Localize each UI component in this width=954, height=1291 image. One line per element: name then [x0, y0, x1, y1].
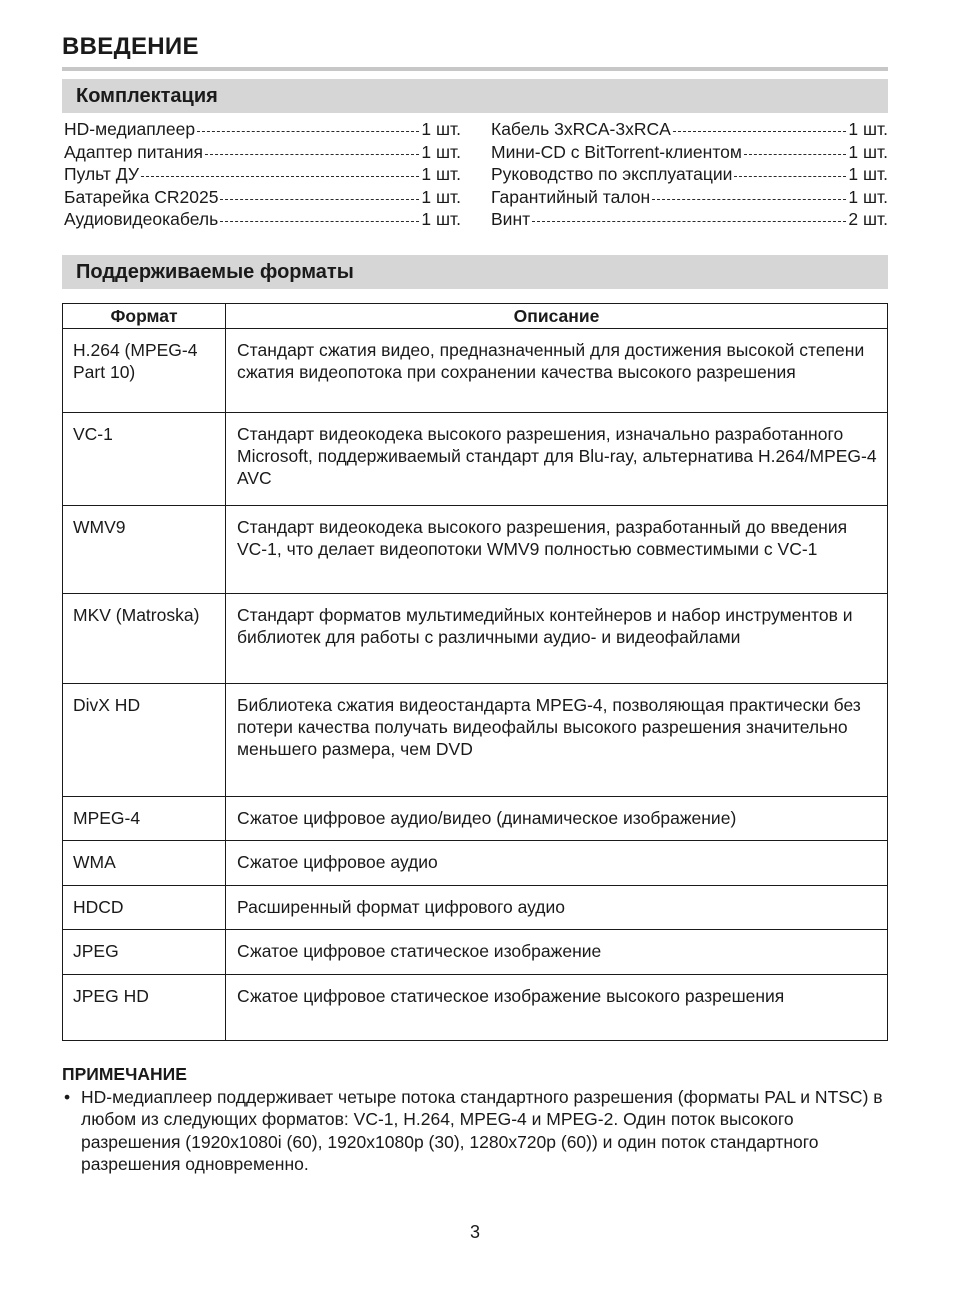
description-cell: Стандарт сжатия видео, предназначенный для достижения высокой степени сжатия видеопотока при сохранении качества высокого разрешения [226, 329, 888, 413]
kit-item [64, 209, 461, 232]
format-cell: MKV (Matroska) [63, 594, 226, 684]
description-cell: Стандарт видеокодека высокого разрешения, разработанный до введения VC-1, что делает видеопотоки WMV9 полностью совместимыми с VC-1 [226, 506, 888, 594]
kit-item-name: Пульт ДУ [64, 164, 139, 185]
kit-item-qty: 1 шт. [421, 186, 461, 207]
format-cell: JPEG HD [63, 975, 226, 1041]
description-cell: Стандарт форматов мультимедийных контейнеров и набор инструментов и библиотек для работы с различными аудио- и видеофайлами [226, 594, 888, 684]
leader-dots [734, 176, 846, 177]
format-cell: WMV9 [63, 506, 226, 594]
description-cell: Сжатое цифровое аудио [226, 841, 888, 886]
leader-dots [220, 221, 419, 222]
table-row [63, 594, 888, 684]
table-row [63, 841, 888, 886]
bullet-icon: • [64, 1086, 71, 1107]
leader-dots [141, 176, 419, 177]
leader-dots [197, 131, 419, 132]
formats-section-header [62, 255, 888, 289]
kit-item-qty: 1 шт. [421, 141, 461, 162]
kit-item [491, 209, 888, 232]
kit-item [64, 187, 461, 210]
leader-dots [532, 221, 846, 222]
table-row [63, 975, 888, 1041]
table-row [63, 506, 888, 594]
kit-item [64, 164, 461, 187]
page-title: ВВЕДЕНИЕ [62, 33, 199, 60]
leader-dots [220, 199, 419, 200]
kit-item-qty: 1 шт. [848, 119, 888, 139]
kit-item-qty: 2 шт. [848, 209, 888, 230]
leader-dots [673, 131, 847, 132]
kit-item-qty: 1 шт. [421, 209, 461, 230]
table-row [63, 684, 888, 797]
kit-item-name: Винт [491, 209, 531, 230]
format-cell: H.264 (MPEG-4 Part 10) [63, 329, 226, 413]
kit-item-name: Мини-CD с BitTorrent-клиентом [491, 141, 742, 162]
kit-list-right [491, 119, 888, 232]
format-cell: DivX HD [63, 684, 226, 797]
table-header-row [63, 304, 888, 329]
note-text: HD-медиаплеер поддерживает четыре потока стандартного разрешения (форматы PAL и NTSC) в любом из следующих форматов: VC-1, H.264, MPEG-4 и MPEG-2. Один поток высокого разрешения (1920x1080i (60), 1920x1080p (30), 1280x720p (60)) и один поток стандартного разрешения одновременно. [81, 1086, 883, 1175]
kit-item-name: Адаптер питания [64, 141, 203, 162]
kit-item [491, 164, 888, 187]
format-cell: WMA [63, 841, 226, 886]
kit-item-name: Руководство по эксплуатации [491, 164, 733, 185]
description-cell: Сжатое цифровое статическое изображение высокого разрешения [226, 975, 888, 1041]
kit-item [491, 142, 888, 165]
table-row [63, 329, 888, 413]
formats-table [62, 303, 888, 1041]
format-cell: HDCD [63, 886, 226, 930]
kit-section-header [62, 79, 888, 113]
leader-dots [205, 154, 419, 155]
column-header-description: Описание [226, 304, 888, 329]
table-row [63, 930, 888, 975]
kit-item-name: Батарейка CR2025 [64, 186, 219, 207]
kit-item [491, 119, 888, 142]
kit-item [64, 142, 461, 165]
kit-item [491, 187, 888, 210]
title-underline [62, 67, 888, 71]
leader-dots [652, 199, 846, 200]
column-header-format: Формат [63, 304, 226, 329]
note-title: ПРИМЕЧАНИЕ [62, 1064, 187, 1084]
kit-item-name: Кабель 3xRCA-3xRCA [491, 119, 671, 139]
description-cell: Сжатое цифровое статическое изображение [226, 930, 888, 975]
kit-item-qty: 1 шт. [421, 119, 461, 139]
kit-item [64, 119, 461, 142]
kit-item-qty: 1 шт. [848, 141, 888, 162]
description-cell: Расширенный формат цифрового аудио [226, 886, 888, 930]
kit-item-name: HD-медиаплеер [64, 119, 196, 139]
kit-item-qty: 1 шт. [421, 164, 461, 185]
table-row [63, 886, 888, 930]
table-row [63, 413, 888, 506]
kit-item-name: Гарантийный талон [491, 186, 651, 207]
table-row [63, 797, 888, 841]
kit-heading: Комплектация [76, 85, 218, 107]
note-block [62, 1063, 888, 1176]
format-cell: JPEG [63, 930, 226, 975]
description-cell: Библиотека сжатия видеостандарта MPEG-4, позволяющая практически без потери качества получать видеофайлы высокого разрешения значительно меньшего размера, чем DVD [226, 684, 888, 797]
kit-item-qty: 1 шт. [848, 186, 888, 207]
format-cell: VC-1 [63, 413, 226, 506]
kit-item-qty: 1 шт. [848, 164, 888, 185]
description-cell: Сжатое цифровое аудио/видео (динамическое изображение) [226, 797, 888, 841]
kit-item-name: Аудиовидеокабель [64, 209, 219, 230]
formats-heading: Поддерживаемые форматы [76, 261, 354, 283]
kit-list-left [64, 119, 461, 232]
description-cell: Стандарт видеокодека высокого разрешения, изначально разработанного Microsoft, поддерживаемый стандарт для Blu-ray, альтернатива H.264/MPEG-4 AVC [226, 413, 888, 506]
page-number: 3 [469, 1222, 480, 1242]
note-item [62, 1086, 888, 1176]
format-cell: MPEG-4 [63, 797, 226, 841]
leader-dots [744, 154, 847, 155]
